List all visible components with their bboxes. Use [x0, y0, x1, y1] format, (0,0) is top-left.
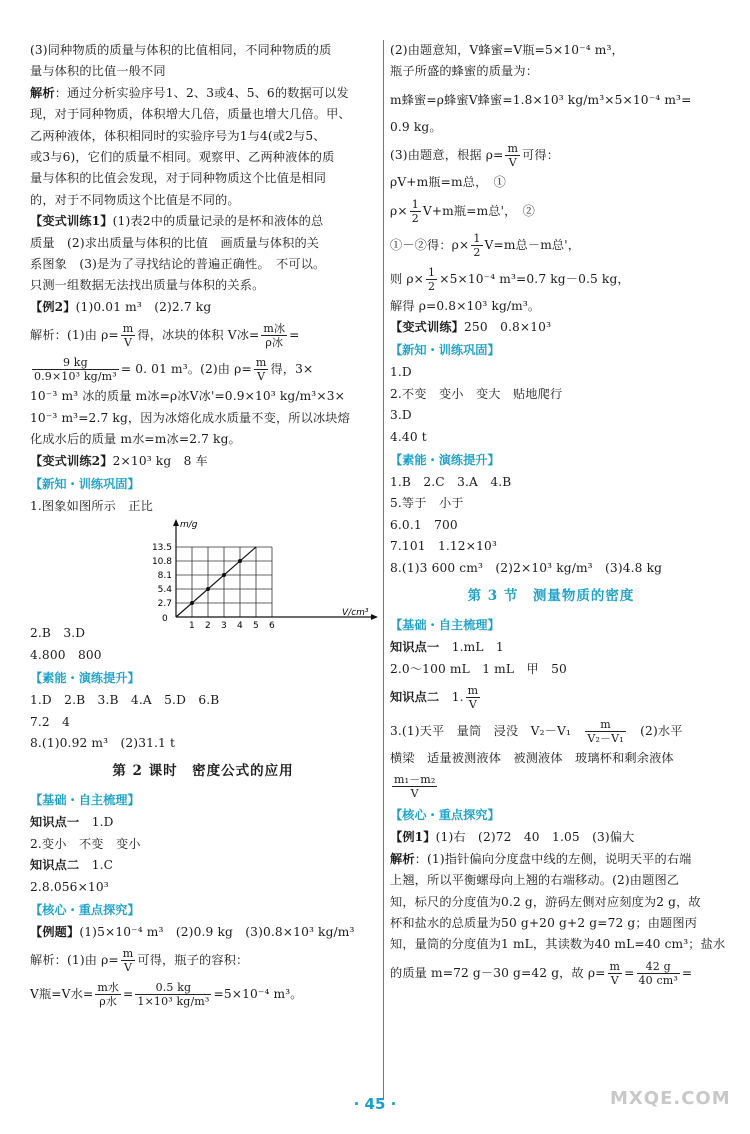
left-column [30, 40, 376, 1011]
text-line: 瓶子所盛的蜂蜜的质量为： [390, 64, 539, 79]
text-line: 4.800 800 [30, 647, 102, 662]
text-line: 1.D 2.B 3.B 4.A 5.D 6.B [30, 693, 220, 708]
knowledge-line: 知识点一 1.D [30, 815, 114, 830]
analysis-line: 解析：通过分析实验序号1、2、3或4、5、6的数据可以发 [30, 85, 349, 100]
text-line: 量与体积的比值一般不同 [30, 64, 166, 79]
column-divider [383, 40, 384, 1100]
text-line: 1.D [390, 365, 412, 380]
text-line: 4.40 t [390, 429, 427, 444]
example-line: 【例题】(1)5×10⁻⁴ m³ (2)0.9 kg (3)0.8×10³ kg/m³ [30, 924, 355, 939]
knowledge-line: 知识点二 1.C [30, 858, 114, 873]
fraction: $\frac{1}{2}$ [428, 265, 436, 293]
formula-line: 的质量 m=72 g－30 g=42 g，故 ρ= $\frac{m}{V}$ = $\frac{42 g}{\text{40 cm³}}$ = [390, 959, 693, 987]
y-tick-label: 10.8 [151, 557, 172, 568]
analysis-label: 解析 [30, 85, 55, 100]
fraction: $\frac{42 g}{\text{40 cm³}}$ [638, 959, 678, 987]
section-heading: 【新知・训练巩固】 [390, 343, 500, 358]
example-line: 【例1】(1)右 (2)72 40 1.05 (3)偏大 [390, 830, 635, 845]
formula-line: 3.(1)天平 量筒 浸没 V₂－V₁ $\frac{m}{\text{V₂－V₁}}$ (2)水平 [390, 717, 683, 745]
watermark-logo: MXQE.COM [610, 1088, 731, 1109]
section-heading: 【基础・自主梳理】 [30, 793, 140, 808]
x-axis-label: V/cm³ [342, 608, 369, 619]
graph-grid [176, 547, 272, 617]
section-heading: 【核心・重点探究】 [30, 902, 140, 917]
text-line: 只测一组数据无法找出质量与体积的关系。 [30, 278, 265, 293]
y-tick-label: 8.1 [157, 571, 172, 582]
fraction: $\frac{m}{V}$ [467, 683, 479, 711]
text-line: 的，对于不同物质这个比值是不同的。 [30, 192, 240, 207]
formula-line: 解析：(1)由 ρ= $\frac{m}{V}$ 得，冰块的体积 V冰= $\frac{\text{m冰}}{\text{ρ冰}}$ = [30, 322, 300, 350]
text-line: 8.(1)0.92 m³ (2)31.1 t [30, 735, 176, 750]
formula-line: $\frac{9 kg}{\text{0.9×10³ kg/m³}}$ = 0. 01 m³。(2)由 ρ= $\frac{m}{V}$ 得，3× [34, 356, 314, 384]
right-column [390, 40, 726, 990]
formula-line: V瓶=V水= $\frac{\text{m水}}{\text{ρ水}}$ = $\frac{0.5 kg}{\text{1×10³ kg/m³}}$ =5×10⁻⁴ m³。 [30, 981, 303, 1009]
text-line: ρV+m瓶=m总， ① [390, 175, 506, 190]
fraction: $\frac{\text{m水}}{\text{ρ水}}$ [97, 981, 120, 1009]
formula-line: ρ× $\frac{1}{2}$ V+m瓶=m总'， ② [390, 197, 536, 225]
x-tick-label: 5 [253, 621, 259, 632]
formula-line: (3)由题意，根据 ρ= $\frac{m}{V}$ 可得： [390, 142, 560, 170]
text-line: 0.9 kg。 [390, 119, 442, 134]
fraction: $\frac{m}{V}$ [507, 142, 519, 170]
origin-label: 0 [162, 614, 168, 625]
fraction: $\frac{1}{2}$ [473, 231, 481, 259]
text-line: 6.0.1 700 [390, 517, 458, 532]
text-line: 1.图象如图所示 正比 [30, 498, 153, 513]
x-tick-label: 6 [269, 621, 275, 632]
page-number: · 45 · [353, 1095, 397, 1113]
text-line: 3.D [390, 408, 412, 423]
formula-line: 解析：(1)由 ρ= $\frac{m}{V}$ 可得，瓶子的容积： [30, 947, 249, 975]
text-line: 化成水后的质量 m水=m冰=2.7 kg。 [30, 432, 241, 447]
text-line: 横梁 适量被测液体 被测液体 玻璃杯和剩余液体 [390, 750, 674, 765]
knowledge-line: 知识点一 1.mL 1 [390, 640, 504, 655]
example-line: 【例2】(1)0.01 m³ (2)2.7 kg [30, 299, 212, 314]
x-tick-label: 4 [237, 621, 243, 632]
text-line: 7.2 4 [30, 714, 71, 729]
x-tick-label: 3 [221, 621, 227, 632]
x-tick-label: 2 [205, 621, 211, 632]
y-axis-arrow [173, 519, 179, 526]
exercise-line: 【变式训练】250 0.8×10³ [390, 320, 552, 335]
section-heading: 【素能・演练提升】 [390, 453, 500, 468]
section-heading: 【基础・自主梳理】 [390, 618, 500, 633]
text-line: 1.B 2.C 3.A 4.B [390, 475, 512, 490]
formula-line: ①－②得：ρ× $\frac{1}{2}$ V=m总－m总'， [390, 231, 581, 259]
text-line: (3)同种物质的质量与体积的比值相同，不同种物质的质 [30, 43, 332, 57]
lesson-title: 第 2 课时 密度公式的应用 [112, 763, 294, 780]
text-line: 2.变小 不变 变小 [30, 836, 141, 851]
text-line: 乙两种液体，体积相同时的实验序号为1与4(或2与5、 [30, 128, 326, 143]
text-line: (2)由题意知，V蜂蜜=V瓶=5×10⁻⁴ m³， [390, 43, 624, 57]
data-point [206, 587, 210, 591]
fraction: $\frac{m}{V}$ [255, 356, 267, 384]
fraction: $\frac{\text{m冰}}{\text{ρ冰}}$ [263, 322, 286, 350]
section-heading: 【素能・演练提升】 [30, 671, 140, 686]
fraction: $\frac{0.5 kg}{\text{1×10³ kg/m³}}$ [137, 981, 210, 1009]
fraction: $\frac{1}{2}$ [411, 197, 419, 225]
text-line: 或3与6)，它们的质量不相同。观察甲、乙两种液体的质 [30, 150, 335, 165]
text-line: 解得 ρ=0.8×10³ kg/m³。 [390, 298, 541, 313]
section-heading: 【核心・重点探究】 [390, 808, 500, 823]
text-line: 上翘，所以平衡螺母向上翘的右端移动。(2)由题图乙 [390, 873, 680, 888]
text-line: 2.8.056×10³ [30, 879, 109, 894]
text-line: 2.0～100 mL 1 mL 甲 50 [390, 661, 567, 676]
text-line: 知，量筒的分度值为1 mL，其读数为40 mL=40 cm³；盐水 [390, 937, 726, 952]
data-point [190, 601, 194, 605]
x-tick-label: 1 [189, 621, 195, 632]
text-line: 8.(1)3 600 cm³ (2)2×10³ kg/m³ (3)4.8 kg [390, 560, 663, 575]
text-line: 2.不变 变小 变大 贴地爬行 [390, 386, 563, 401]
formula-line [390, 769, 712, 803]
text-line: 2.B 3.D [30, 626, 86, 641]
exercise-line: 【变式训练1】(1)表2中的质量记录的是杯和液体的总 [30, 214, 324, 229]
mass-volume-graph [142, 517, 382, 632]
exercise-line: 【变式训练2】2×10³ kg 8 车 [30, 453, 208, 468]
section-heading: 【新知・训练巩固】 [30, 476, 140, 491]
knowledge-line: 知识点二 1. $\frac{m}{V}$ [390, 683, 479, 711]
fraction: $\frac{\text{m₁－m₂}}{V}$ [394, 773, 436, 801]
y-tick-label: 13.5 [151, 543, 172, 554]
y-tick-label: 2.7 [157, 599, 172, 610]
text-line: 10⁻³ m³ 冰的质量 m冰=ρ冰V冰'=0.9×10³ kg/m³×3× [30, 389, 345, 404]
text-line: 系图象 (3)是为了寻找结论的普遍正确性。 不可以。 [30, 257, 326, 272]
text-line: 10⁻³ m³=2.7 kg，因为冰熔化成水质量不变，所以冰块熔 [30, 410, 350, 425]
fraction: $\frac{m}{V}$ [609, 959, 621, 987]
text-line: 量与体积的比值会发现，对于同种物质这个比值是相同 [30, 171, 327, 186]
fraction: $\frac{m}{V}$ [122, 947, 134, 975]
proportional-line [176, 547, 256, 617]
x-axis-arrow [371, 614, 378, 620]
data-point [222, 573, 226, 577]
text-line: 现，对于同种物质，体积增大几倍，质量也增大几倍。甲、 [30, 107, 351, 122]
text-line: 5.等于 小于 [390, 496, 464, 511]
graph-ticks [152, 543, 275, 631]
y-tick-label: 5.4 [157, 585, 172, 596]
analysis-line: 解析：(1)指针偏向分度盘中线的左侧，说明天平的右端 [390, 851, 692, 866]
text-line: 杯和盐水的总质量为50 g+20 g+2 g=72 g；由题图丙 [390, 915, 698, 930]
text-line: m蜂蜜=ρ蜂蜜V蜂蜜=1.8×10³ kg/m³×5×10⁻⁴ m³= [390, 92, 692, 107]
text-line: 质量 (2)求出质量与体积的比值 画质量与体积的关 [30, 235, 320, 250]
formula-line: 则 ρ× $\frac{1}{2}$ ×5×10⁻⁴ m³=0.7 kg－0.5 kg， [390, 265, 630, 293]
data-point [238, 559, 242, 563]
text-line: 7.101 1.12×10³ [390, 539, 497, 554]
section-title: 第 3 节 测量物质的密度 [467, 588, 635, 605]
fraction: $\frac{9 kg}{\text{0.9×10³ kg/m³}}$ [34, 356, 117, 384]
fraction: $\frac{m}{V}$ [122, 322, 134, 350]
y-axis-label: m/g [180, 520, 198, 531]
text-line: 知，标尺的分度值为0.2 g，游码左侧对应刻度为2 g，故 [390, 894, 701, 909]
fraction: $\frac{m}{\text{V₂－V₁}}$ [587, 717, 624, 745]
